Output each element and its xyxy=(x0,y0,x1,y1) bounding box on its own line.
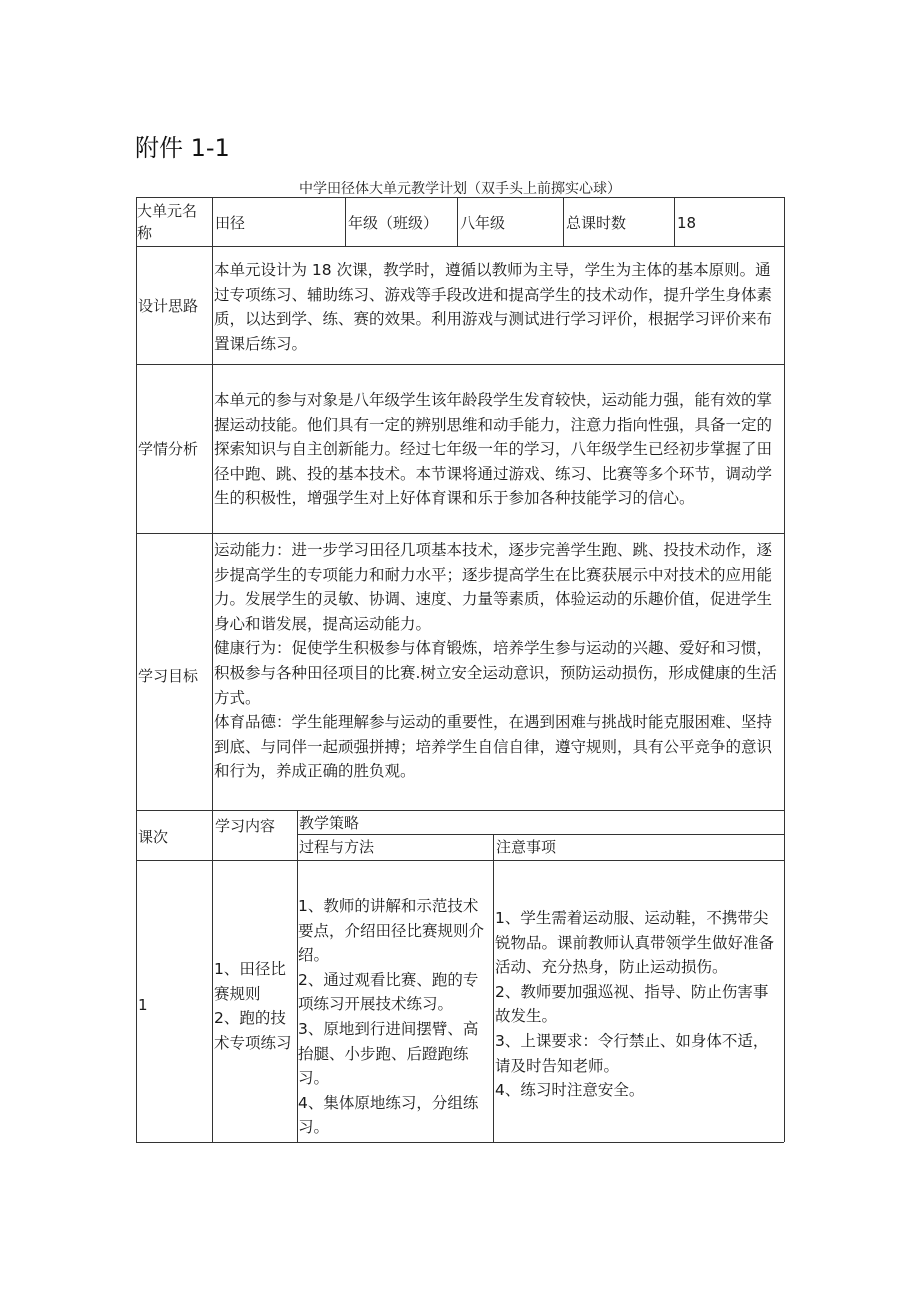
attachment-heading: 附件 1-1 xyxy=(135,134,230,162)
analysis-text: 本单元的参与对象是八年级学生该年龄段学生发育较快，运动能力强，能有效的掌握运动技能。他们具有一定的辨别思维和动手能力，注意力指向性强，具备一定的探索知识与自主创新能力。经过七年级一年的学习，八年级学生已经初步掌握了田径中跑、跳、投的基本技术。本节课将通过游戏、练习、比赛等多个环节，调动学生的积极性，增强学生对上好体育课和乐于参加各种技能学习的信心。 xyxy=(214,391,773,508)
table-rule xyxy=(563,197,564,246)
design-text: 本单元设计为 18 次课，教学时，遵循以教师为主导，学生为主体的基本原则。通过专项练习、辅助练习、游戏等手段改进和提高学生的技术动作，提升学生身体素质，以达到学、练、赛的效果。利用游戏与测试进行学习评价，根据学习评价来布置课后练习。 xyxy=(214,261,773,353)
table-rule xyxy=(345,197,346,246)
table-rule xyxy=(136,197,784,198)
design-label: 设计思路 xyxy=(138,297,199,315)
unit-name-value: 田径 xyxy=(215,214,246,232)
analysis-label: 学情分析 xyxy=(138,440,199,458)
lesson-content: 1、田径比赛规则 2、跑的技术专项练习 xyxy=(214,960,292,1052)
grade-label: 年级（班级） xyxy=(348,214,439,232)
table-rule xyxy=(457,197,458,246)
total-hours-label: 总课时数 xyxy=(566,214,627,232)
col-lesson: 课次 xyxy=(138,828,169,846)
goal-motor-ability: 运动能力：进一步学习田径几项基本技术，逐步完善学生跑、跳、投技术动作，逐步提高学生的专项能力和耐力水平；逐步提高学生在比赛获展示中对技术的应用能力。发展学生的灵敏、协调、速度、力量等素质，体验运动的乐趣价值，促进学生身心和谐发展，提高运动能力。 xyxy=(214,541,773,633)
col-strategy: 教学策略 xyxy=(299,814,360,832)
table-rule xyxy=(136,364,784,365)
col-content: 学习内容 xyxy=(215,817,276,835)
unit-name-label: 大单元名称 xyxy=(137,202,198,242)
lesson-notes: 1、学生需着运动服、运动鞋，不携带尖锐物品。课前教师认真带领学生做好准备活动、充分热身，防止运动损伤。 2、教师要加强巡视、指导、防止伤害事故发生。 3、上课要求：令行禁止、如身体不适，请及时告知老师。 4、练习时注意安全。 xyxy=(495,909,775,1100)
lesson-process: 1、教师的讲解和示范技术要点，介绍田径比赛规则介绍。 2、通过观看比赛、跑的专项练习开展技术练习。 3、原地到行进间摆臂、高抬腿、小步跑、后蹬跑练习。 4、集体原地练习，分组练习。 xyxy=(298,897,485,1137)
col-notes: 注意事项 xyxy=(496,838,557,856)
table-rule xyxy=(784,197,785,1142)
table-rule xyxy=(212,197,213,1142)
table-rule xyxy=(674,197,675,246)
table-rule xyxy=(136,1142,784,1143)
col-process: 过程与方法 xyxy=(299,838,375,856)
grade-value: 八年级 xyxy=(460,214,506,232)
goals-text xyxy=(214,538,782,784)
total-hours-value: 18 xyxy=(677,214,697,232)
lesson-number: 1 xyxy=(138,996,148,1014)
table-rule xyxy=(136,860,784,861)
table-rule xyxy=(136,197,137,1142)
table-rule xyxy=(493,834,494,1142)
table-rule xyxy=(136,246,784,247)
table-rule xyxy=(136,533,784,534)
goal-sport-ethics: 体育品德：学生能理解参与运动的重要性，在遇到困难与挑战时能克服困难、坚持到底、与同伴一起顽强拼搏；培养学生自信自律，遵守规则，具有公平竞争的意识和行为，养成正确的胜负观。 xyxy=(214,713,773,781)
document-title: 中学田径体大单元教学计划（双手头上前掷实心球） xyxy=(299,181,621,197)
goals-label: 学习目标 xyxy=(138,667,199,685)
goal-health-behavior: 健康行为：促使学生积极参与体育锻炼，培养学生参与运动的兴趣、爱好和习惯，积极参与各种田径项目的比赛.树立安全运动意识，预防运动损伤，形成健康的生活方式。 xyxy=(214,639,777,707)
